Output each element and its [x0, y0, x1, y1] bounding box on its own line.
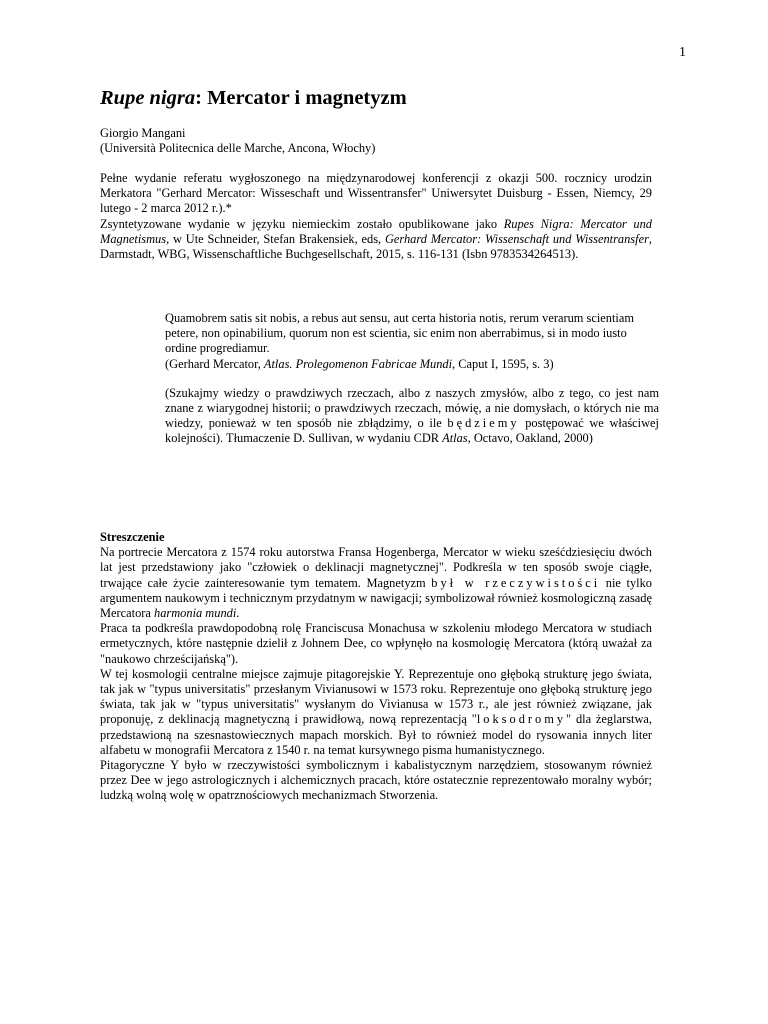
summary-p1-italic: harmonia mundi	[154, 606, 237, 621]
summary-paragraph-3	[100, 667, 652, 758]
summary-paragraph-2: Praca ta podkreśla prawdopodobną rolę Franciscusa Monachusa w szkoleniu młodego Mercatora w studiach ermetycznych, które następnie dzielił z Johnem Dee, co wpłynęło na kosmologię Mercatora (którą uważał za "naukowo chrześcijańską").	[100, 621, 652, 666]
summary-heading: Streszczenie	[100, 530, 165, 544]
quote-source-b: , Caput I, 1595, s. 3)	[452, 356, 554, 371]
summary-p3-a: W tej kosmologii centralne miejsce zajmuje pitagorejskie Y. Reprezentuje ono głęboką strukturę jego świata, tak jak w "typus universitatis" przesłanym Vivianusowi w 1573 roku. Reprezentuje ono głęboką strukturę jego świata, tak jak w "typus universitatis" wysłanym do Vivianusa w 1573 r., ale jest również związane, jak proponuję, z deklinacją magnetyczną i prawidłową, nową reprezentacją "	[100, 666, 652, 727]
intro-book-title-1: Rupes Nigra: Mercator und Magnetismus	[100, 216, 652, 246]
summary-paragraph-4: Pitagoryczne Y było w rzeczywistości symbolicznym i kabalistycznym narzędziem, stosowanym również przez Dee w jego astrologicznych i alchemicznych pracach, które ostatecznie reprezentowało moralny wybór; ludzką wolną wolę w opatrznościowych mechanizmach Stworzenia.	[100, 758, 652, 803]
quote-source-a: (Gerhard Mercator,	[165, 356, 264, 371]
summary-paragraph-1	[100, 545, 652, 621]
intro-paragraph-2	[100, 217, 652, 263]
title-rest: : Mercator i magnetyzm	[195, 87, 407, 109]
translation-text-c: , Octavo, Oakland, 2000)	[467, 431, 593, 446]
author-block	[100, 126, 660, 156]
translation-spaced-word: będziemy	[447, 416, 520, 431]
page-number: 1	[679, 45, 686, 60]
translation-title: Atlas	[442, 431, 468, 446]
intro-book-title-2: Gerhard Mercator: Wissenschaft und Wissentransfer	[384, 231, 649, 246]
latin-quote: Quamobrem satis sit nobis, a rebus aut sensu, aut certa historia notis, rerum verarum scientiam petere, non opinabilium, quorum non est scientia, sic enim non aberrabimus, si in modo iusto ordine progrediamur.	[165, 311, 635, 356]
summary-p1-spaced: był w rzeczywistości	[431, 575, 601, 590]
intro-text-b: , w Ute Schneider, Stefan Brakensiek, eds,	[166, 231, 385, 246]
summary-p1-c: .	[236, 606, 240, 621]
summary-section	[100, 530, 652, 804]
title-italic: Rupe nigra	[100, 87, 196, 109]
quote-source-title: Atlas. Prolegomenon Fabricae Mundi	[263, 356, 453, 371]
intro-text-c: , Darmstadt, WBG, Wissenschaftliche Buchgesellschaft, 2015, s. 116-131 (Isbn 9783534264513).	[100, 231, 652, 262]
author-affiliation: (Università Politecnica delle Marche, Ancona, Włochy)	[100, 141, 376, 156]
quote-source	[165, 357, 659, 372]
author-name: Giorgio Mangani	[100, 126, 186, 140]
summary-p3-b: " dla żeglarstwa, przedstawioną na szesnastowiecznych mapach morskich. Był to również model do rysowania innych liter alfabetu w monografii Mercatora z 1540 r. na temat kursywnego pisma humanistycznego.	[100, 712, 653, 757]
translation-text-a: (Szukajmy wiedzy o prawdziwych rzeczach, albo z naszych zmysłów, albo z tego, co jest nam znane z wiarygodnej historii; o prawdziwych rzeczach, mówię, a nie domysłach, o których nie ma wiedzy, ponieważ w ten sposób nie zbłądzimy, o ile	[165, 385, 659, 431]
intro-text-a: Zsyntetyzowane wydanie w języku niemieckim zostało opublikowane jako	[100, 216, 504, 231]
epigraph-quote	[165, 311, 659, 447]
summary-p1-b: nie tylko argumentem naukowym i technicznym przydatnym w nawigacji; symbolizował również kosmologiczną zasadę Mercatora	[100, 575, 652, 621]
summary-p1-a: Na portrecie Mercatora z 1574 roku autorstwa Fransa Hogenberga, Mercator w wieku sześćdziesięciu dwóch lat jest przedstawiony jako "człowiek o deklinacji magnetycznej". Podkreśla w ten sposób swoje ciągłe, trwające całe życie zainteresowanie tym tematem. Magnetyzm	[100, 545, 652, 590]
quote-translation	[165, 386, 659, 447]
translation-text-b: postępować we właściwej kolejności). Tłumaczenie D. Sullivan, w wydaniu CDR	[165, 416, 659, 446]
summary-p3-spaced: loksodromy	[476, 712, 567, 727]
document-title	[100, 86, 407, 110]
intro-paragraph-1: Pełne wydanie referatu wygłoszonego na międzynarodowej konferencji z okazji 500. rocznicy urodzin Merkatora "Gerhard Mercator: Wisseschaft und Wissentransfer" Uniwersytet Duisburg - Essen, Niemcy, 29 lutego - 2 marca 2012 r.).*	[100, 171, 652, 216]
intro-section	[100, 171, 652, 262]
